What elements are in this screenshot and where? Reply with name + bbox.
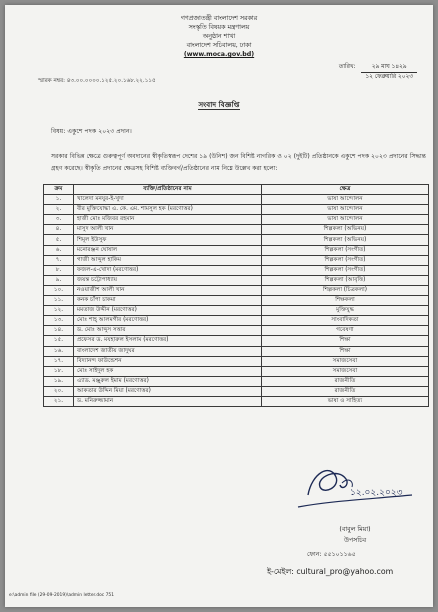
row-name: গাজী আব্দুল হাকিম bbox=[74, 255, 262, 265]
row-name: প্রফেসর ড. মযহারুল ইসলাম (মরণোত্তর) bbox=[74, 336, 262, 346]
table-row bbox=[44, 235, 429, 245]
date-label: তারিখ: bbox=[338, 64, 356, 70]
signer-block bbox=[300, 524, 410, 546]
table-row bbox=[44, 346, 429, 356]
row-field: শিক্ষা bbox=[262, 336, 429, 346]
row-name: মনোরঞ্জন ঘোষাল bbox=[74, 245, 262, 255]
letterhead-line: সংস্কৃতি বিষয়ক মন্ত্রণালয় bbox=[188, 24, 250, 31]
row-field: শিক্ষা bbox=[262, 346, 429, 356]
row-name: ড. মনিরুজ্জামান bbox=[74, 396, 262, 406]
row-name: বীর মুক্তিযোদ্ধা এ. কে. এম. শামসুল হক (মরণোত্তর) bbox=[74, 205, 262, 215]
body-paragraph: সরকার বিভিন্ন ক্ষেত্রে গুরুত্বপূর্ণ অবদানের স্বীকৃতিস্বরূপ দেশের ১৯ (উনিশ) জন বিশিষ্ট নাগরিক ও ০২ (দুইটি) প্রতিষ্ঠানকে একুশে পদক ২০২৩ প্রদানের সিদ্ধান্ত গ্রহণ করেছে। স্বীকৃতি প্রদানের ক্ষেত্রসহ বিশিষ্ট ব্যক্তিবর্গ/প্রতিষ্ঠানের নাম নিম্নে উল্লেখ করা হলো: bbox=[51, 153, 426, 172]
letterhead-line: অনুষ্ঠান শাখা bbox=[202, 33, 236, 40]
row-field: ভাষা আন্দোলন bbox=[262, 195, 429, 205]
document-title bbox=[5, 100, 433, 112]
row-name: ফজল-এ-খোদা (মরণোত্তর) bbox=[74, 265, 262, 275]
row-name: মমতাজ উদ্দীন (মরণোত্তর) bbox=[74, 306, 262, 316]
row-name: হাজী মোঃ মজিবর রহমান bbox=[74, 215, 262, 225]
row-field: শিল্পকলা (অভিনয়) bbox=[262, 235, 429, 245]
file-path-footer: e:\admin file (29-09-2019)\admin letter.doc 751 bbox=[9, 593, 114, 598]
row-name: শিমূল ইউসুফ bbox=[74, 235, 262, 245]
row-serial: ৩. bbox=[44, 215, 74, 225]
row-field: শিক্ষকলা bbox=[262, 296, 429, 306]
row-field: শিল্পকলা (সংগীত) bbox=[262, 245, 429, 255]
letterhead-line: গণপ্রজাতন্ত্রী বাংলাদেশ সরকার bbox=[180, 15, 258, 22]
row-serial: ১২. bbox=[44, 306, 74, 316]
reference-number: স্মারক নম্বর: ৪৩.০০.০০০০.১২৫.২০.১৬৮.২২.১১৫ bbox=[38, 78, 156, 84]
row-serial: ২১. bbox=[44, 396, 74, 406]
row-field: সমাজসেবা bbox=[262, 356, 429, 366]
table-row bbox=[44, 215, 429, 225]
subject-line: বিষয়: একুশে পদক ২০২৩ প্রদান। bbox=[51, 128, 132, 135]
row-name: খালেদা মনযুর-ই-খুদা bbox=[74, 195, 262, 205]
table-row bbox=[44, 306, 429, 316]
date-block bbox=[339, 63, 417, 82]
row-name: ড. মোঃ আব্দুস সত্তার bbox=[74, 326, 262, 336]
row-name: মোঃ সাইদুল হক bbox=[74, 366, 262, 376]
website-link[interactable]: (www.moca.gov.bd) bbox=[183, 51, 255, 58]
table-row bbox=[44, 285, 429, 295]
row-name: বাংলাদেশ জাতীয় জাদুঘর bbox=[74, 346, 262, 356]
row-serial: ১৫. bbox=[44, 336, 74, 346]
header-name: ব্যক্তি/প্রতিষ্ঠানের নাম bbox=[74, 185, 262, 195]
row-name: এ্যাড. মঞ্জুরুল ইমাম (মরণোত্তর) bbox=[74, 376, 262, 386]
table-row bbox=[44, 356, 429, 366]
row-name: কনক চাঁপা চাকমা bbox=[74, 296, 262, 306]
table-row bbox=[44, 376, 429, 386]
row-field: গবেষণা bbox=[262, 326, 429, 336]
row-serial: ১১. bbox=[44, 296, 74, 306]
row-field: শিল্পকলা (অভিনয়) bbox=[262, 225, 429, 235]
date-bangla: ২৯ মাঘ ১৪২৯ bbox=[361, 63, 417, 73]
table-row bbox=[44, 316, 429, 326]
press-release-page bbox=[5, 5, 433, 607]
table-row bbox=[44, 336, 429, 346]
row-serial: ১৭. bbox=[44, 356, 74, 366]
letterhead bbox=[5, 14, 433, 59]
row-field: শিল্পকলা (চিত্রকলা) bbox=[262, 285, 429, 295]
table-row bbox=[44, 265, 429, 275]
email-address[interactable]: ই-মেইল: cultural_pro@yahoo.com bbox=[267, 567, 394, 576]
row-serial: ১০. bbox=[44, 285, 74, 295]
row-serial: ১৪. bbox=[44, 326, 74, 336]
row-serial: ৪. bbox=[44, 225, 74, 235]
row-serial: ২০. bbox=[44, 386, 74, 396]
table-row bbox=[44, 195, 429, 205]
row-name: আকতার উদ্দিন মিয়া (মরণোত্তর) bbox=[74, 386, 262, 396]
row-serial: ৭. bbox=[44, 255, 74, 265]
row-serial: ৫. bbox=[44, 235, 74, 245]
signature-date: ১২.০২.২০২৩ bbox=[350, 488, 403, 498]
date-english: ১২ ফেব্রুয়ারি ২০২৩ bbox=[365, 74, 413, 80]
document-title-text: সংবাদ বিজ্ঞপ্তি bbox=[198, 100, 240, 109]
table-body bbox=[44, 195, 429, 407]
row-serial: ৬. bbox=[44, 245, 74, 255]
row-serial: ৮. bbox=[44, 265, 74, 275]
table-row bbox=[44, 275, 429, 285]
table-row bbox=[44, 205, 429, 215]
row-field: রাজনীতি bbox=[262, 376, 429, 386]
phone-number: ফোন: ৫৫১০১১৬৫ bbox=[307, 551, 356, 558]
table-row bbox=[44, 255, 429, 265]
row-serial: ২. bbox=[44, 205, 74, 215]
row-name: মোঃ শাহ্ আলমগীর (মরণোত্তর) bbox=[74, 316, 262, 326]
row-field: শিল্পকলা (সংগীত) bbox=[262, 265, 429, 275]
row-field: সাংবাদিকতা bbox=[262, 316, 429, 326]
signer-name: (বাবুল মিয়া) bbox=[339, 526, 371, 533]
table-row bbox=[44, 296, 429, 306]
table-row bbox=[44, 245, 429, 255]
row-field: ভাষা আন্দোলন bbox=[262, 205, 429, 215]
table-row bbox=[44, 386, 429, 396]
table-row bbox=[44, 396, 429, 406]
row-field: রাজনীতি bbox=[262, 386, 429, 396]
row-name: মাসুদ আলী খান bbox=[74, 225, 262, 235]
header-field: ক্ষেত্র bbox=[262, 185, 429, 195]
row-name: নওয়াজীশ আলী খান bbox=[74, 285, 262, 295]
row-field: সমাজসেবা bbox=[262, 366, 429, 376]
row-field: শিল্পকলা (আবৃত্তি) bbox=[262, 275, 429, 285]
table-row bbox=[44, 366, 429, 376]
handwritten-signature bbox=[290, 455, 420, 517]
row-name: বিদ্যানন্দ ফাউন্ডেশন bbox=[74, 356, 262, 366]
row-serial: ১৯. bbox=[44, 376, 74, 386]
row-serial: ১৩. bbox=[44, 316, 74, 326]
letterhead-line: বাংলাদেশ সচিবালয়, ঢাকা bbox=[186, 42, 252, 49]
row-name: জয়ন্ত চট্টোপাধ্যায় bbox=[74, 275, 262, 285]
row-serial: ১৬. bbox=[44, 346, 74, 356]
signer-designation: উপসচিব bbox=[343, 537, 367, 544]
row-serial: ৯. bbox=[44, 275, 74, 285]
awardee-table bbox=[43, 184, 429, 407]
table-header-row bbox=[44, 185, 429, 195]
row-serial: ১৮. bbox=[44, 366, 74, 376]
row-field: ভাষা ও সাহিত্য bbox=[262, 396, 429, 406]
table-row bbox=[44, 326, 429, 336]
row-field: শিল্পকলা (সংগীত) bbox=[262, 255, 429, 265]
row-serial: ১. bbox=[44, 195, 74, 205]
table-row bbox=[44, 225, 429, 235]
header-serial: ক্রম bbox=[44, 185, 74, 195]
row-field: ভাষা আন্দোলন bbox=[262, 215, 429, 225]
row-field: মুক্তিযুদ্ধ bbox=[262, 306, 429, 316]
